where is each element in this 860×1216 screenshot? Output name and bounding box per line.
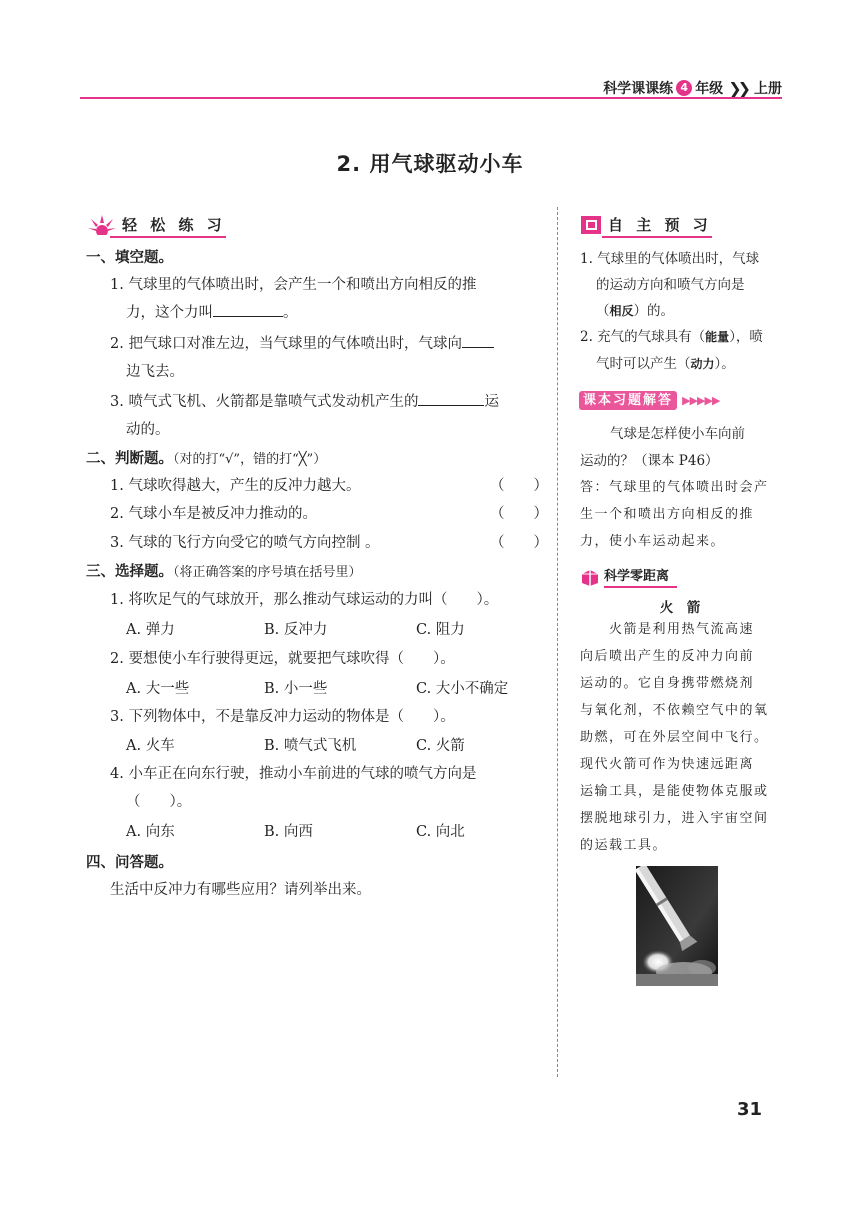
fill-q1-line2: 力，这个力叫 。 [126,299,298,327]
answer-blank[interactable] [213,299,283,317]
essay-question: 生活中反冲力有哪些应用？请列举出来。 [110,882,371,898]
choice-q2: 2. 要想使小车行驶得更远，就要把气球吹得（ ）。 [110,651,455,667]
choice-option[interactable]: C. 向北 [416,824,465,840]
gift-box-icon [580,568,600,586]
choice-option[interactable]: A. 火车 [126,738,175,754]
article-line: 的运载工具。 [580,838,668,853]
rocket-photo [636,866,718,986]
judge-paren[interactable]: （ ） [490,478,548,494]
judge-paren[interactable]: （ ） [490,506,548,522]
fill-q1-line1: 1. 气球里的气体喷出时，会产生一个和喷出方向相反的推 [110,277,477,293]
arrow-icons: ▶▶▶▶▶ [682,394,720,407]
textbook-question-line1: 气球是怎样使小车向前 [610,426,745,442]
preview-q1-line3: （相反）的。 [596,303,675,319]
textbook-answer-line2: 生一个和喷出方向相反的推 [580,507,755,522]
choice-option[interactable]: C. 火箭 [416,738,465,754]
judge-item: 3. 气球的飞行方向受它的喷气方向控制 。 [110,535,380,551]
article-title: 火 箭 [659,600,701,616]
article-line: 摆脱地球引力，进入宇宙空间 [580,811,769,826]
article-line: 与氧化剂，不依赖空气中的氧 [580,703,769,718]
answer-blank[interactable] [462,330,494,348]
volume-label: 上册 [754,81,782,97]
part2-heading: 二、判断题。（对的打“√”，错的打“╳”） [86,451,327,467]
series-name: 科学课课练 [603,81,674,97]
article-line: 向后喷出产生的反冲力向前 [580,649,755,664]
part1-heading: 一、填空题。 [86,250,173,266]
choice-option[interactable]: C. 大小不确定 [416,681,509,697]
notebook-icon [580,215,602,235]
textbook-answer-line3: 力，使小车运动起来。 [580,534,726,549]
choice-option[interactable]: A. 向东 [126,824,175,840]
preview-q2-line2: 气时可以产生（动力）。 [596,356,735,372]
choice-q3: 3. 下列物体中，不是靠反冲力运动的物体是（ ）。 [110,709,455,725]
choice-option[interactable]: B. 小一些 [264,681,328,697]
choice-option[interactable]: C. 阻力 [416,622,465,638]
header-rule [80,97,782,99]
sunburst-icon [88,215,116,235]
section-easy-practice [88,214,226,235]
preview-q2-line1: 2. 充气的气球具有（能量），喷 [580,329,763,345]
column-divider [557,207,558,1077]
page-title: 2. 用气球驱动小车 [336,152,524,176]
page-number: 31 [736,1099,762,1120]
article-body [580,616,769,859]
choice-option[interactable]: B. 反冲力 [264,622,328,638]
answer-text: 相反 [609,304,634,318]
answer-blank[interactable] [418,388,484,406]
judge-item: 1. 气球吹得越大，产生的反冲力越大。 [110,478,361,494]
choice-option[interactable]: B. 向西 [264,824,313,840]
judge-paren[interactable]: （ ） [490,535,548,551]
judge-item: 2. 气球小车是被反冲力推动的。 [110,506,317,522]
textbook-answer-line1: 答：气球里的气体喷出时会产 [580,480,769,495]
textbook-question-line2: 运动的？（课本 P46） [580,453,719,469]
choice-option[interactable]: A. 大一些 [126,681,190,697]
textbook-tag: 课本习题解答 [579,391,677,410]
fill-q3-line1: 3. 喷气式飞机、火箭都是靠喷气式发动机产生的 运 [110,388,499,416]
fill-q2-line2: 边飞去。 [126,364,184,380]
double-chevron-icon: ❯❯ [728,78,747,98]
part3-heading: 三、选择题。（将正确答案的序号填在括号里） [86,564,362,580]
section-title: 轻 松 练 习 [122,216,226,234]
section-self-preview [580,214,712,235]
article-line: 助燃，可在外层空间中飞行。 [580,730,769,745]
section-title: 自 主 预 习 [608,216,712,234]
textbook-answers-header [579,389,719,408]
choice-q1: 1. 将吹足气的气球放开，那么推动气球运动的力叫（ ）。 [110,592,499,608]
science-zero-distance-header [580,565,677,588]
choice-option[interactable]: B. 喷气式飞机 [264,738,357,754]
preview-q1-line1: 1. 气球里的气体喷出时，气球 [580,251,760,267]
science-tag: 科学零距离 [604,565,677,588]
grade-badge: 4 [676,80,692,96]
article-line: 火箭是利用热气流高速 [580,622,755,637]
choice-option[interactable]: A. 弹力 [126,622,175,638]
article-line: 现代火箭可作为快速远距离 [580,757,755,772]
fill-q2-line1: 2. 把气球口对准左边，当气球里的气体喷出时，气球向 [110,330,494,358]
grade-label: 年级 [695,81,724,97]
article-line: 运输工具，是能使物体克服或 [580,784,769,799]
fill-q3-line2: 动的。 [126,422,170,438]
preview-q1-line2: 的运动方向和喷气方向是 [596,277,745,293]
part4-heading: 四、问答题。 [86,855,173,871]
choice-q4-line2: （ ）。 [126,794,192,810]
running-header [603,78,782,98]
answer-text: 动力 [690,357,715,371]
answer-text: 能量 [705,330,730,344]
article-line: 运动的。它自身携带燃烧剂 [580,676,755,691]
choice-q4-line1: 4. 小车正在向东行驶，推动小车前进的气球的喷气方向是 [110,766,477,782]
